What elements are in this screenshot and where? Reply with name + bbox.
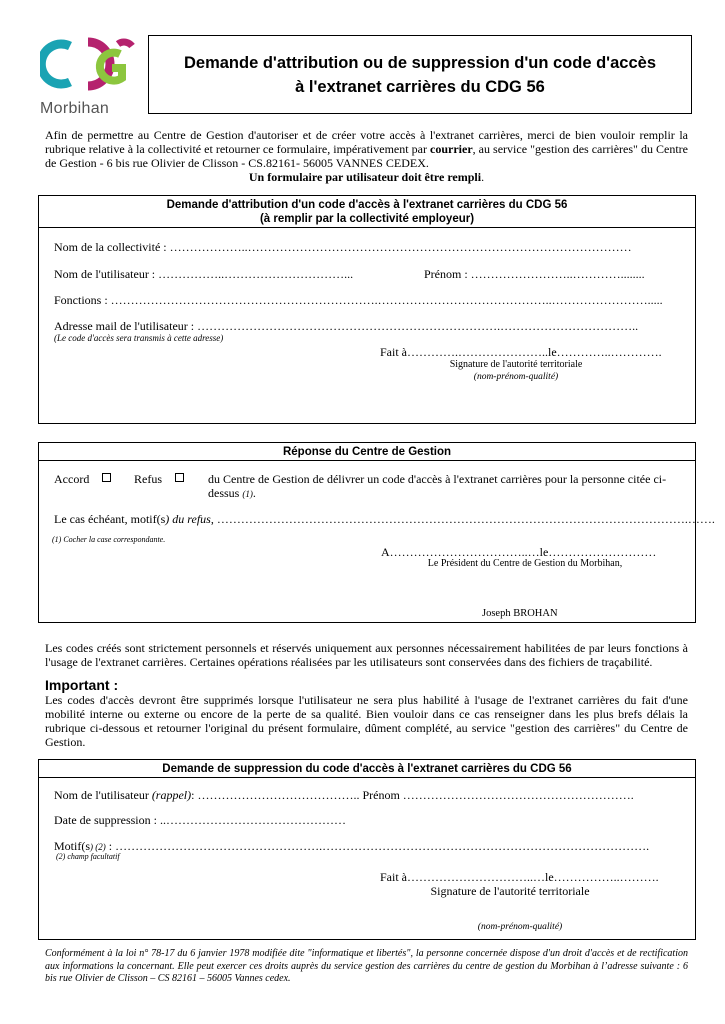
- suppression-signature-label: Signature de l'autorité territoriale: [430, 884, 590, 898]
- motif-suppression-field[interactable]: [54, 839, 649, 854]
- fonctions-field[interactable]: Fonctions : ………………………………………………………….……………………………………..…………………….....: [54, 293, 663, 307]
- suppression-fait-field[interactable]: Fait à…………………………..…le……………..……….: [380, 870, 659, 884]
- utilisateur-field[interactable]: Nom de l'utilisateur : ……………..…………………………...: [54, 267, 354, 281]
- president-name: Joseph BROHAN: [482, 608, 558, 619]
- note-ref-2: ) (2): [90, 842, 106, 852]
- note-ref-1: (1): [242, 489, 253, 499]
- reponse-text-2: [208, 486, 256, 501]
- intro-text-1: Afin de permettre au Centre de Gestion d'autoriser et de créer votre accès à l'extranet carrières, merci de bien vouloir remplir la rubrique relative à la collectivité et retourner ce formulaire, impérativement par: [45, 128, 688, 156]
- title-line-2: à l'extranet carrières du CDG 56: [295, 77, 545, 96]
- reponse-text-1: du Centre de Gestion de délivrer un code d'accès à l'extranet carrières pour la personne citée ci-: [208, 472, 667, 486]
- intro-bold-line: [45, 170, 688, 185]
- footnote-1: (1) Cocher la case correspondante.: [52, 535, 166, 544]
- suppression-nom-prenom: (nom-prénom-qualité): [477, 922, 563, 932]
- motif-suppression-label: Motif(s: [54, 839, 90, 853]
- prenom-field[interactable]: Prénom : ……………………..…………........: [424, 267, 645, 281]
- motif-suppression-dots: : …………………………………………….……………………………………………………………………….: [105, 839, 650, 853]
- collectivite-field[interactable]: Nom de la collectivité : ………………..……………………………………………………………………………………: [54, 240, 632, 254]
- suppression-utilisateur-field[interactable]: [54, 788, 634, 803]
- suppression-utilisateur-dots: : ………………………………….. Prénom ………………………………………………….: [191, 788, 634, 802]
- attribution-header-line1: Demande d'attribution d'un code d'accès à l'extranet carrières du CDG 56: [166, 199, 568, 211]
- refus-label: Refus: [134, 472, 162, 486]
- motif-refus-italic: ) du refus: [165, 512, 211, 526]
- adresse-note: (Le code d'accès sera transmis à cette adresse): [54, 333, 224, 343]
- codes-paragraph: Les codes créés sont strictement personnels et réservés uniquement aux personnes nécessairement habilitées de par leurs fonctions à l'usage de l'extranet carrières. Certaines opérations réalisées par les utilisateurs sont conservées dans des fichiers de traçabilité.: [45, 641, 688, 669]
- suppression-utilisateur-label: Nom de l'utilisateur: [54, 788, 152, 802]
- attribution-header-line2: (à remplir par la collectivité employeur): [259, 213, 475, 225]
- signature-label: Signature de l'autorité territoriale: [449, 359, 583, 370]
- accord-option[interactable]: [54, 472, 111, 487]
- refus-option[interactable]: [134, 472, 184, 487]
- logo-text: Morbihan: [40, 100, 110, 117]
- motif-refus-field[interactable]: [54, 512, 715, 527]
- a-le-field[interactable]: A……………………………..…le………………………: [381, 545, 657, 559]
- important-title: Important :: [45, 677, 119, 693]
- title-line-1: Demande d'attribution ou de suppression d'un code d'accès: [183, 53, 656, 72]
- attribution-header: [39, 196, 695, 228]
- motif-refus-label: Le cas échéant, motif(s: [54, 512, 166, 526]
- president-label: Le Président du Centre de Gestion du Morbihan,: [427, 558, 623, 569]
- intro-bold: Un formulaire par utilisateur doit être rempli: [248, 170, 482, 184]
- dessus-end: .: [252, 486, 256, 500]
- adresse-mail-field[interactable]: Adresse mail de l'utilisateur : ………………………………………………………………….……………………………..: [54, 319, 639, 333]
- intro-courrier: courrier: [430, 142, 473, 156]
- important-text: Les codes d'accès devront être supprimés lorsque l'utilisateur ne sera plus habilité à l'usage de l'extranet carrières du fait d'une mobilité interne ou externe ou encore de la perte de sa qualité. Bien vouloir dans ce cas renseigner dans les plus brefs délais la rubrique ci-dessous et retourner l'original du présent formulaire, dûment complété, au service "gestion des carrières" du Centre de Gestion.: [45, 693, 688, 749]
- logo: [40, 32, 140, 118]
- refus-checkbox[interactable]: [175, 473, 184, 482]
- motif-refus-dots: , ……………………………………………………………………………………………………….…….: [210, 512, 715, 526]
- date-suppression-field[interactable]: Date de suppression : ..………………………………………: [54, 813, 346, 827]
- suppression-header: Demande de suppression du code d'accès à l'extranet carrières du CDG 56: [39, 760, 695, 778]
- page-title: [148, 35, 692, 114]
- accord-checkbox[interactable]: [102, 473, 111, 482]
- footnote-2: (2) champ facultatif: [56, 852, 120, 861]
- accord-label: Accord: [54, 472, 90, 486]
- cdg-logo-icon: [40, 32, 140, 98]
- legal-footer: Conformément à la loi n° 78-17 du 6 janvier 1978 modifiée dite "informatique et libertés", la personne concernée dispose d'un droit d'accès et de rectification aux informations la concernant. Elle peut exercer ces droits auprès du service gestion des carrières du centre de gestion du Morbihan à l’adresse suivante : 6 bis rue Olivier de Clisson – CS 82161 – 56005 Vannes cedex.: [45, 948, 688, 984]
- fait-a-field[interactable]: Fait à………….…………………..le…………..………….: [380, 345, 662, 359]
- intro-text-2: , au service "gestion des carrières" du Centre de Gestion - 6 bis rue Olivier de Clisson - CS.82161- 56005 VANNES CEDEX.: [45, 142, 689, 170]
- reponse-header: Réponse du Centre de Gestion: [39, 443, 695, 461]
- rappel-label: (rappel): [151, 788, 192, 802]
- intro-bold-end: .: [481, 170, 485, 184]
- intro-paragraph: [45, 128, 688, 170]
- attribution-section: [38, 195, 696, 424]
- nom-prenom-label: (nom-prénom-qualité): [473, 372, 559, 382]
- dessus-text: dessus: [208, 486, 240, 500]
- reponse-section: [38, 442, 696, 623]
